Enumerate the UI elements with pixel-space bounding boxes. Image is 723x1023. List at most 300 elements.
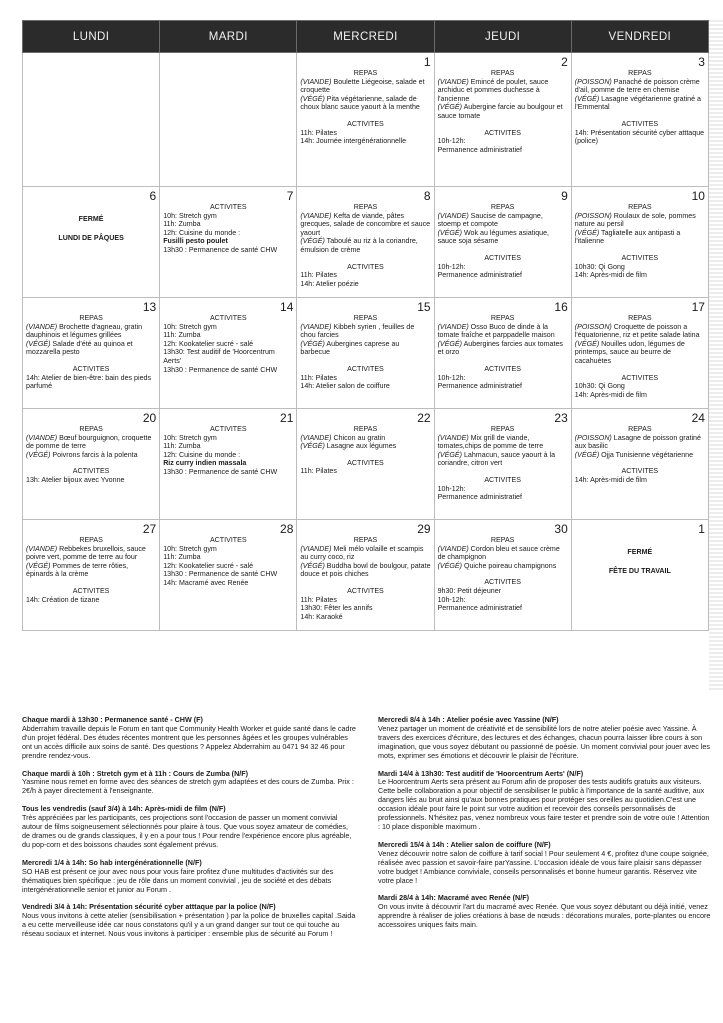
activity-item: 14h: Atelier poézie [300, 279, 359, 288]
calendar-day-cell [23, 187, 160, 298]
calendar-day-cell [434, 409, 571, 520]
meal-description: Lasagne végétarienne gratiné a l'Emmental [574, 94, 701, 112]
meal-description: Lahmacun, sauce yaourt à la coriandre, citron vert [437, 450, 556, 468]
meal-description: Ojja Tunisienne végétarienne [599, 450, 694, 459]
calendar-day-cell [23, 298, 160, 409]
activity-item: 13h30 : Permanence de santé CHW [163, 570, 278, 579]
meal-description: Kibbeh syrien , feuilles de chou farcies [300, 322, 415, 340]
activity-item: 11h: Pilates [300, 373, 337, 382]
activity-item: 10h: Stretch gym [163, 322, 217, 331]
event-note-title: Mardi 28/4 à 14h: Macramé avec Renée (N/F) [378, 893, 530, 903]
event-note [22, 903, 356, 939]
meal-item [575, 451, 705, 460]
calendar-day-cell [571, 298, 708, 409]
event-note [378, 894, 711, 930]
meal-item [438, 103, 568, 120]
calendar-day-cell [23, 520, 160, 631]
meal-heading: REPAS [353, 425, 378, 433]
calendar-day-cell [297, 187, 434, 298]
activity-item: 10h: Stretch gym [163, 211, 217, 220]
meal-type-tag: (VÉGÉ) [437, 103, 462, 112]
meal-item [300, 237, 430, 254]
meal-description: Poivrons farcis à la polenta [50, 450, 138, 459]
meal-heading: REPAS [490, 314, 515, 322]
meal-heading: REPAS [79, 314, 103, 322]
featured-dish: Fusilli pesto poulet [163, 237, 228, 246]
meal-description: Pommes de terre rôties, épinards à la crème [26, 561, 129, 579]
meal-description: Nouilles udon, légumes de printemps, sauce au beurre de cacahuètes [574, 339, 685, 365]
meal-description: Lasagne de poisson gratiné aux basilic [574, 433, 701, 451]
activity-item: Permanence administratief [437, 604, 522, 613]
meal-description: Mix grill de viande, tomates,chips de pomme de terre [437, 433, 544, 451]
activity-item: 11h: Pilates [300, 595, 337, 604]
holiday-notice [575, 548, 705, 575]
weekday-header: JEUDI [434, 21, 571, 53]
day-number: 1 [698, 522, 705, 536]
spacer [26, 459, 156, 467]
weekday-header: MERCREDI [297, 21, 434, 53]
meal-heading: REPAS [490, 69, 515, 77]
day-number: 7 [286, 189, 294, 203]
meal-type-tag: (VIANDE) [437, 77, 469, 86]
meal-type-tag: (VÉGÉ) [300, 442, 325, 451]
event-note-title: Mercredi 1/4 à 14h: So hab intergénérationnelle (N/F) [22, 857, 202, 867]
activity-item: Permanence administratief [437, 271, 522, 280]
calendar-day-cell [434, 53, 571, 187]
activity-item: 12h: Kookatelier sucré - salé [163, 339, 254, 348]
spacer [300, 357, 430, 365]
event-note-title: Vendredi 3/4 à 14h: Présentation sécurité cyber atttaque par la police (N/F) [22, 902, 276, 912]
meal-type-tag: (VIANDE) [26, 544, 58, 553]
meal-description: Panaché de poisson crème d'ail, pomme de terre en chemise [574, 77, 700, 95]
spacer [438, 570, 568, 578]
meal-description: Saucise de campagne, stoemp et compote [437, 211, 543, 229]
activity-item: 11h: Zumba [163, 553, 201, 562]
activity-item: 14h: Présentation sécurité cyber atttaque (police) [574, 128, 705, 146]
activity-item: 13h: Atelier bijoux avec Yvonne [26, 475, 125, 484]
activities-heading: ACTIVITES [621, 119, 659, 128]
event-note-body: On vous invite à découvrir l'art du macramé avec Renée. Que vous soyez débutant ou déjà initié, venez apprendre à réaliser de jolies créations à base de nœuds : décorations murales, porte-plantes ou encore accessoires uniques faits main. [378, 902, 711, 930]
meal-type-tag: (VÉGÉ) [574, 339, 600, 348]
calendar-day-cell [297, 53, 434, 187]
event-note [22, 805, 356, 850]
activity-item: 13h30: Test auditif de 'Hoorcentrum Aerts' [163, 348, 275, 365]
activity-item: 10h: Stretch gym [163, 544, 217, 553]
spacer [26, 357, 156, 365]
meal-item [300, 323, 430, 340]
meal-type-tag: (VÉGÉ) [300, 237, 325, 246]
event-note [378, 841, 711, 886]
meal-type-tag: (VÉGÉ) [574, 228, 600, 237]
meal-description: Quiche poireau champignons [462, 561, 557, 570]
day-number: 17 [691, 300, 705, 314]
meal-item [300, 545, 430, 562]
weekday-header: MARDI [160, 21, 297, 53]
activity-item: 11h: Zumba [163, 442, 201, 451]
day-number: 22 [417, 411, 431, 425]
calendar-week-row [23, 53, 709, 187]
meal-item [575, 229, 705, 246]
meal-description: Rebbekes bruxellois, sauce poivre vert, pomme de terre au four [26, 544, 146, 562]
weekday-header-row [23, 21, 709, 53]
featured-dish: Riz curry indien massala [163, 459, 247, 468]
activity-item: 10h-12h: [437, 137, 466, 146]
day-number: 29 [417, 522, 431, 536]
meal-type-tag: (VÉGÉ) [300, 561, 325, 570]
meal-type-tag: (VIANDE) [300, 211, 332, 220]
activity-item: 14h: Macramé avec Renée [163, 578, 249, 587]
meal-heading: REPAS [490, 536, 515, 544]
spacer [300, 579, 430, 587]
event-note-title: Mardi 14/4 à 13h30: Test auditif de 'Hoorcentrum Aerts' (N/F) [378, 768, 584, 778]
event-note-body: Abderrahim travaille depuis le Forum en tant que Community Health Worker et guide santé dans le cadre d'un projet fédéral. Des études récentes montrent que les personnes âgées et les groupes vulnérables ont un accès difficile aux soins de santé. Des questions ? Appelez Abderrahim au 0471 94 32 46 pour prendre rendez-vous. [22, 723, 356, 760]
meal-description: Bœuf bourguignon, croquette de pomme de terre [26, 433, 152, 451]
meal-description: Taboulé au riz à la coriandre, émulsion de crème [300, 237, 418, 254]
meal-item [438, 340, 568, 357]
activity-item: 14h: Karaoké [300, 612, 343, 621]
meal-item [438, 78, 568, 104]
calendar-day-cell [160, 520, 297, 631]
activity-item: 11h: Pilates [300, 128, 337, 137]
meal-item [300, 434, 430, 443]
activity-item: 11h: Pilates [300, 271, 337, 280]
meal-item [300, 340, 430, 357]
meal-item [26, 451, 156, 460]
meal-item [438, 451, 568, 468]
activities-heading: ACTIVITES [209, 536, 247, 544]
activity-item: Permanence administratief [437, 382, 522, 391]
calendar-table [22, 20, 709, 631]
spacer [438, 468, 568, 476]
activities-heading: ACTIVITES [209, 425, 247, 433]
meal-item [575, 434, 705, 451]
event-note-body: Venez partager un moment de créativité et de sensibilité lors de notre atelier poésie avec Yassine. À travers des exercices d'écriture, des lectures et des échanges, chacun pourra laisser libre cours à son imagination, que vous soyez débutant ou passionné de poésie. Un moment convivial pour jouer avec les mots, exprimer ses émotions et découvrir le plaisir de l'écriture. [378, 723, 711, 760]
meal-type-tag: (VÉGÉ) [437, 228, 462, 237]
meal-item [575, 212, 705, 229]
meal-type-tag: (VIANDE) [300, 77, 332, 86]
calendar-day-cell [434, 187, 571, 298]
activities-heading: ACTIVITES [621, 467, 659, 476]
activity-item: 10h-12h: [437, 595, 466, 604]
meal-heading: REPAS [79, 425, 103, 433]
activities-heading: ACTIVITES [621, 253, 659, 262]
calendar-day-cell [434, 520, 571, 631]
meal-type-tag: (VÉGÉ) [437, 339, 462, 348]
spacer [575, 112, 705, 120]
meal-type-tag: (VÉGÉ) [26, 450, 51, 459]
meal-type-tag: (VIANDE) [300, 322, 332, 331]
meal-item [575, 323, 705, 340]
meal-type-tag: (VIANDE) [437, 433, 469, 442]
day-number: 27 [142, 522, 157, 536]
meal-item [26, 340, 156, 357]
calendar-week-row [23, 187, 709, 298]
meal-heading: REPAS [353, 314, 378, 322]
activity-item: 12h: Cuisine du monde : [163, 450, 241, 459]
meal-description: Roulaux de sole, pommes nature au persil [574, 211, 696, 229]
meal-type-tag: (POISSON) [574, 211, 612, 220]
calendar-day-cell [571, 187, 708, 298]
weekday-header: VENDREDI [571, 21, 708, 53]
day-number: 28 [280, 522, 294, 536]
meal-type-tag: (VÉGÉ) [26, 561, 51, 570]
activity-item: 9h30: Petit déjeuner [437, 586, 502, 595]
meal-type-tag: (VIANDE) [437, 322, 469, 331]
event-note [378, 716, 711, 761]
activity-item: 10h-12h: [437, 373, 466, 382]
meal-type-tag: (VÉGÉ) [574, 450, 600, 459]
meal-type-tag: (POISSON) [574, 77, 612, 86]
meal-description: Osso Buco de dinde à la tomate fraîche et parppadelle maison [437, 322, 555, 340]
meal-type-tag: (VÉGÉ) [26, 339, 51, 348]
meal-heading: REPAS [353, 203, 378, 211]
meal-description: Cordon bleu et sauce crème de champignon [437, 544, 560, 562]
spacer [300, 255, 430, 263]
calendar-day-cell [160, 409, 297, 520]
activities-heading: ACTIVITES [347, 364, 384, 373]
meal-type-tag: (VIANDE) [437, 211, 469, 220]
spacer [575, 246, 705, 254]
spacer [438, 121, 568, 129]
day-number: 10 [691, 189, 705, 203]
meal-item [438, 323, 568, 340]
meal-description: Tagliatelle aux antipasti a l'italienne [574, 228, 681, 246]
meal-description: Brochette d'agneau, gratin dauphinois et légumes grillées [26, 322, 143, 340]
day-number: 30 [554, 522, 568, 536]
spacer [575, 366, 705, 374]
meal-heading: REPAS [628, 69, 652, 77]
activity-item: 12h: Cuisine du monde : [163, 228, 241, 237]
meal-type-tag: (VIANDE) [300, 544, 332, 553]
day-number: 20 [142, 411, 157, 425]
calendar-day-cell [297, 520, 434, 631]
meal-item [300, 562, 430, 579]
meal-description: Boulette Liégeoise, salade et croquette [300, 77, 425, 95]
meal-item [300, 212, 430, 238]
meal-type-tag: (VIANDE) [26, 433, 58, 442]
activity-item: 10h30: Qi Gong [574, 262, 625, 271]
activity-item: 13h30: Fêter les annifs [300, 604, 373, 613]
activity-item: 10h-12h: [437, 484, 466, 493]
activity-item: 14h: Atelier salon de coiffure [300, 382, 390, 391]
activities-heading: ACTIVITES [72, 364, 110, 373]
spacer [26, 579, 156, 587]
meal-heading: REPAS [628, 314, 652, 322]
meal-heading: REPAS [353, 536, 378, 544]
calendar-week-row [23, 409, 709, 520]
day-number: 24 [691, 411, 705, 425]
activity-item: 10h-12h: [437, 262, 466, 271]
meal-type-tag: (POISSON) [574, 322, 612, 331]
event-note-title: Chaque mardi à 10h : Stretch gym et à 11h : Cours de Zumba (N/F) [22, 768, 249, 778]
activity-item: 14h: Après-midi de film [574, 475, 647, 484]
activity-item: 12h: Kookatelier sucré - salé [163, 561, 254, 570]
calendar-week-row [23, 298, 709, 409]
day-number: 9 [561, 189, 568, 203]
event-note [22, 859, 356, 895]
meal-type-tag: (VIANDE) [26, 322, 58, 331]
activity-item: 11h: Zumba [163, 331, 201, 340]
activities-heading: ACTIVITES [72, 586, 110, 595]
event-note-title: Mercredi 8/4 à 14h : Atelier poésie avec Yassine (N/F) [378, 715, 559, 724]
meal-item [438, 434, 568, 451]
activity-item: 11h: Pilates [300, 467, 337, 476]
activity-item: 10h: Stretch gym [163, 433, 217, 442]
calendar-day-cell [297, 409, 434, 520]
meal-item [575, 95, 705, 112]
activity-item: 11h: Zumba [163, 220, 201, 229]
activity-item: 14h: Création de tizane [26, 595, 100, 604]
event-note [378, 770, 711, 832]
event-note-title: Chaque mardi à 13h30 : Permanence santé - CHW (F) [22, 715, 203, 724]
calendar-week-row [23, 520, 709, 631]
meal-type-tag: (POISSON) [574, 433, 612, 442]
day-number: 8 [423, 189, 431, 203]
activity-item: Permanence administratief [437, 145, 522, 154]
meal-type-tag: (VIANDE) [300, 433, 332, 442]
activity-item: 14h: Atelier de bien-être: bain des pieds parfumé [26, 373, 152, 391]
event-note-body: SO HAB est présent ce jour avec nous pour vous faire profitez d'une multitudes d'activités sur des thématiques bien spécifique : jeu de rôle dans un moment convivial , jeu de société et des débats intergénérationnelle senior et junior au Forum . [22, 866, 334, 894]
calendar-day-cell [160, 298, 297, 409]
calendar-day-cell [160, 53, 297, 187]
activities-heading: ACTIVITES [209, 203, 247, 211]
meal-item [26, 545, 156, 562]
event-note-body: Venez découvrir notre salon de coiffure à tarif social ! Pour seulement 4 €, profitez d'une coupe soignée, réalisée avec passion et savoir-faire parYassine. L'occasion idéale de vous faire plaisir sans dépasser votre budget ! Ambiance conviviale, conseils personnalisés et bonne humeur garantis. Réservez vite votre place ! [378, 848, 709, 885]
meal-description: Pita végétarienne, salade de choux blanc sauce yaourt à la menthe [300, 94, 420, 112]
holiday-text: FERMÉ [627, 548, 653, 556]
meal-type-tag: (VÉGÉ) [574, 94, 600, 103]
calendar-day-cell [297, 298, 434, 409]
meal-item [300, 95, 430, 112]
day-number: 6 [149, 189, 157, 203]
activities-heading: ACTIVITES [484, 253, 521, 262]
event-note-body: Le Hoorcentrum Aerts sera présent au Forum afin de proposer des tests auditifs gratuits aux visiteurs. Cette belle collaboration a pour objectif de sensibiliser le public à l'importance de la santé auditive, aux dangers liés au bruit ainsi qu'aux bonnes pratiques pour protéger ses oreilles au quotidien.C'est une occasion idéale pour faire le point sur votre audition et recevoir des conseils personnalisés de professionnels. N'hésitez pas, venez nombreux vous faire tester et prendre soin de votre ouïe ! Attention : 10 place disponible maximum . [378, 777, 710, 831]
activity-item: 13h30 : Permanence de santé CHW [163, 245, 278, 254]
meal-description: Aubergines caprese au barbecue [300, 339, 400, 357]
activities-heading: ACTIVITES [621, 373, 659, 382]
meal-heading: REPAS [79, 536, 103, 544]
event-note-body: Yasmine nous remet en forme avec des séances de stretch gym adaptées et des cours de Zumba. Prix : 2€/h à payer directement à l'enseignante. [22, 777, 354, 796]
day-number: 2 [561, 55, 568, 69]
day-number: 3 [698, 55, 705, 69]
holiday-text: FÊTE DU TRAVAIL [608, 566, 671, 575]
activity-item: 14h: Après-midi de film [574, 390, 647, 399]
meal-item [26, 323, 156, 340]
activities-heading: ACTIVITES [484, 578, 521, 587]
activities-heading: ACTIVITES [484, 128, 521, 137]
meal-description: Chicon au gratin [331, 433, 386, 442]
day-number: 14 [280, 300, 294, 314]
spacer [300, 451, 430, 459]
meal-description: Kefta de viande, pâtes grecques, salade de concombre et sauce yaourt [300, 211, 431, 237]
activity-item: 10h30: Qi Gong [574, 382, 625, 391]
meal-description: Emincé de poulet, sauce archiduc et pommes duchesse à l'ancienne [437, 77, 549, 103]
calendar-day-cell [160, 187, 297, 298]
meal-description: Lasagne aux légumes [324, 442, 397, 451]
calendar-day-cell [571, 53, 708, 187]
event-note-body: Très appréciées par les participants, ces projections sont l'occasion de passer un moment convivial autour de films soigneusement sélectionnés pour plaire à tous. Que vous soyez amateur de comédies, de drames ou de grands classiques, il y en a pour tous ! Pour rendre l'expérience encore plus agréable, du pop-corn et des boissons chaudes sont également prévus. [22, 813, 352, 849]
day-number: 15 [417, 300, 431, 314]
calendar-body [23, 53, 709, 631]
holiday-text: LUNDI DE PÂQUES [58, 233, 124, 242]
day-number: 23 [554, 411, 568, 425]
event-note [22, 716, 356, 761]
meal-description: Buddha bowl de boulgour, patate douce et pois chiches [300, 561, 431, 579]
activity-item: 13h30 : Permanence de santé CHW [163, 467, 278, 476]
activity-item: Permanence administratief [437, 493, 522, 502]
meal-type-tag: (VÉGÉ) [437, 450, 462, 459]
weekday-header: LUNDI [23, 21, 160, 53]
meal-type-tag: (VIANDE) [437, 544, 469, 553]
meal-item [438, 229, 568, 246]
calendar-day-cell [571, 520, 708, 631]
meal-type-tag: (VÉGÉ) [300, 94, 325, 103]
meal-description: Wok au légumes asiatique, sauce soja sésame [437, 228, 550, 246]
activity-item: 14h: Journée intergénérationnelle [300, 137, 407, 146]
activities-heading: ACTIVITES [347, 586, 384, 595]
spacer [300, 112, 430, 120]
day-number: 13 [142, 300, 157, 314]
event-note [22, 770, 356, 797]
spacer [575, 459, 705, 467]
spacer [438, 246, 568, 254]
activity-item: 14h: Après-midi de film [574, 271, 647, 280]
activities-heading: ACTIVITES [484, 364, 521, 373]
meal-description: Aubergines farcies aux tomates et orzo [437, 339, 563, 357]
holiday-text: FERMÉ [78, 215, 104, 223]
day-number: 21 [280, 411, 294, 425]
meal-type-tag: (VÉGÉ) [300, 339, 325, 348]
holiday-notice [26, 215, 156, 242]
meal-item [26, 562, 156, 579]
calendar-day-cell [434, 298, 571, 409]
meal-item [438, 562, 568, 571]
meal-description: Salade d'été au quinoa et mozzarella pesto [26, 339, 133, 357]
meal-item [300, 442, 430, 451]
meal-description: Croquette de poisson a l'équatorienne, riz et petite salade latina [574, 322, 700, 340]
day-number: 1 [423, 55, 431, 69]
activities-heading: ACTIVITES [347, 119, 384, 128]
activities-heading: ACTIVITES [484, 475, 521, 484]
activities-heading: ACTIVITES [347, 458, 384, 467]
meal-item [26, 434, 156, 451]
calendar-day-cell [571, 409, 708, 520]
day-number: 16 [554, 300, 568, 314]
meal-heading: REPAS [353, 69, 378, 77]
meal-item [575, 340, 705, 366]
meal-description: Meli mélo volaille et scampis au curry coco, riz [300, 544, 424, 562]
meal-heading: REPAS [490, 203, 515, 211]
meal-item [300, 78, 430, 95]
activities-heading: ACTIVITES [209, 314, 247, 322]
event-note-body: Nous vous invitons à cette atelier (sensibilisation + présentation ) par la police de bruxelles capital .Saida a eu cette merveilleuse idée car nous constatons qu'il y a un grand danger sur tout ce qui touche au réseau sociaux et internet. Nous vous invitons à participer : ensemble plus de sécurité au Forum ! [22, 911, 356, 939]
meal-item [438, 545, 568, 562]
meal-item [575, 78, 705, 95]
event-note-title: Mercredi 15/4 à 14h : Atelier salon de coiffure (N/F) [378, 839, 551, 849]
activity-item: 13h30 : Permanence de santé CHW [163, 365, 278, 374]
calendar-day-cell [23, 53, 160, 187]
page-edge-decoration [709, 20, 723, 691]
meal-heading: REPAS [490, 425, 515, 433]
activities-heading: ACTIVITES [347, 262, 384, 271]
meal-heading: REPAS [628, 203, 652, 211]
activities-heading: ACTIVITES [72, 467, 110, 476]
calendar-day-cell [23, 409, 160, 520]
meal-heading: REPAS [628, 425, 652, 433]
spacer [438, 357, 568, 365]
notes-column-right [378, 716, 711, 939]
meal-description: Aubergine farcie au boulgour et sauce tomate [437, 103, 563, 120]
